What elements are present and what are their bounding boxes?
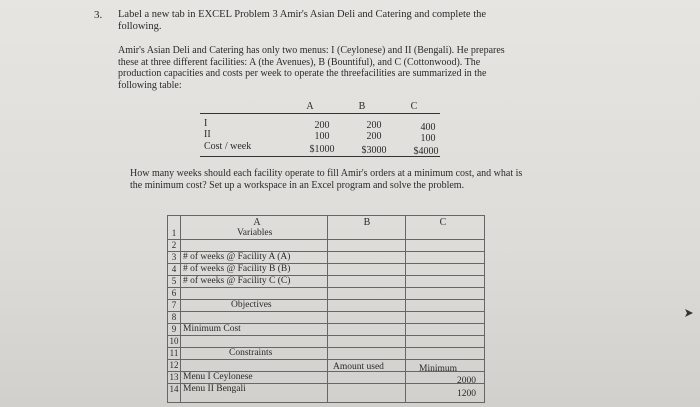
cell-a3: # of weeks @ Facility A (A)	[183, 252, 291, 262]
cell-a5: # of weeks @ Facility C (C)	[183, 276, 291, 286]
row-number: 13	[169, 372, 179, 382]
row-label-i: I	[204, 118, 208, 129]
col-header-c: C	[410, 101, 418, 112]
cell-i-b: 200	[366, 120, 382, 131]
row-number: 8	[171, 312, 177, 322]
cell-b12: Amount used	[333, 362, 384, 372]
cell-ii-a: 100	[314, 131, 330, 142]
sheet-col-c: C	[439, 217, 447, 228]
grid-hline	[167, 347, 485, 348]
cell-a4: # of weeks @ Facility B (B)	[183, 264, 291, 274]
grid-vline-bc	[405, 215, 406, 403]
grid-vline-rownums	[180, 215, 181, 403]
problem-number: 3.	[94, 9, 103, 21]
cell-cost-c: $4000	[413, 146, 439, 157]
cell-c14: 1200	[457, 389, 476, 399]
row-number: 2	[171, 240, 177, 250]
grid-hline	[167, 335, 485, 336]
cell-ii-c: 100	[420, 133, 436, 144]
cell-c13: 2000	[457, 376, 476, 386]
row-number: 1	[171, 228, 177, 238]
problem-intro: Amir's Asian Deli and Catering has only two menus: I (Ceylonese) and II (Bengali). He prepares these at three different facilities: A (the Avenues), B (Bountiful), and C (Cottonwood). The production capacities and costs per week to operate the threefacilities are summarized in the following table:	[118, 45, 505, 91]
table-top-rule	[200, 113, 440, 114]
grid-hline	[167, 311, 485, 312]
table-bottom-rule	[200, 156, 440, 157]
row-number: 9	[171, 324, 177, 334]
row-number: 6	[171, 288, 177, 298]
cell-i-c: 400	[420, 122, 436, 133]
row-label-ii: II	[204, 129, 211, 140]
row-number: 12	[169, 360, 179, 370]
cell-a11: Constraints	[229, 348, 273, 358]
cell-a14: Menu II Bengali	[183, 384, 246, 394]
grid-vline-right	[484, 215, 485, 403]
cell-a13: Menu I Ceylonese	[183, 372, 253, 382]
cursor-arrow-icon	[684, 308, 694, 318]
grid-hline	[167, 359, 485, 360]
row-number: 3	[171, 252, 177, 262]
grid-hline	[167, 402, 485, 403]
col-header-a: A	[306, 101, 314, 112]
cell-a1: Variables	[237, 228, 273, 238]
cell-ii-b: 200	[366, 131, 382, 142]
sheet-col-a: A	[253, 217, 261, 228]
problem-question: How many weeks should each facility operate to fill Amir's orders at a minimum cost, and what is the minimum cost? Set up a workspace in an Excel program and solve the problem.	[130, 168, 523, 191]
col-header-b: B	[358, 101, 366, 112]
row-number: 7	[171, 300, 177, 310]
grid-hline	[167, 287, 485, 288]
row-number: 14	[169, 384, 179, 394]
grid-hline	[167, 215, 485, 216]
grid-hline	[167, 239, 485, 240]
sheet-col-b: B	[363, 217, 371, 228]
cell-a7: Objectives	[231, 300, 272, 310]
cell-i-a: 200	[314, 120, 330, 131]
row-number: 4	[171, 264, 177, 274]
production-table	[200, 101, 440, 157]
row-number: 10	[169, 336, 179, 346]
grid-vline-ab	[327, 215, 328, 403]
cell-cost-b: $3000	[361, 145, 387, 156]
row-number: 5	[171, 276, 177, 286]
cell-c12: Minimum	[419, 364, 458, 374]
problem-heading: Label a new tab in EXCEL Problem 3 Amir's Asian Deli and Catering and complete the following.	[118, 9, 487, 32]
cell-cost-a: $1000	[309, 144, 335, 155]
spreadsheet-grid	[167, 215, 485, 403]
row-label-cost: Cost / week	[204, 141, 252, 152]
cell-a9: Minimum Cost	[183, 324, 241, 334]
row-number: 11	[169, 348, 179, 358]
grid-hline	[167, 299, 485, 300]
